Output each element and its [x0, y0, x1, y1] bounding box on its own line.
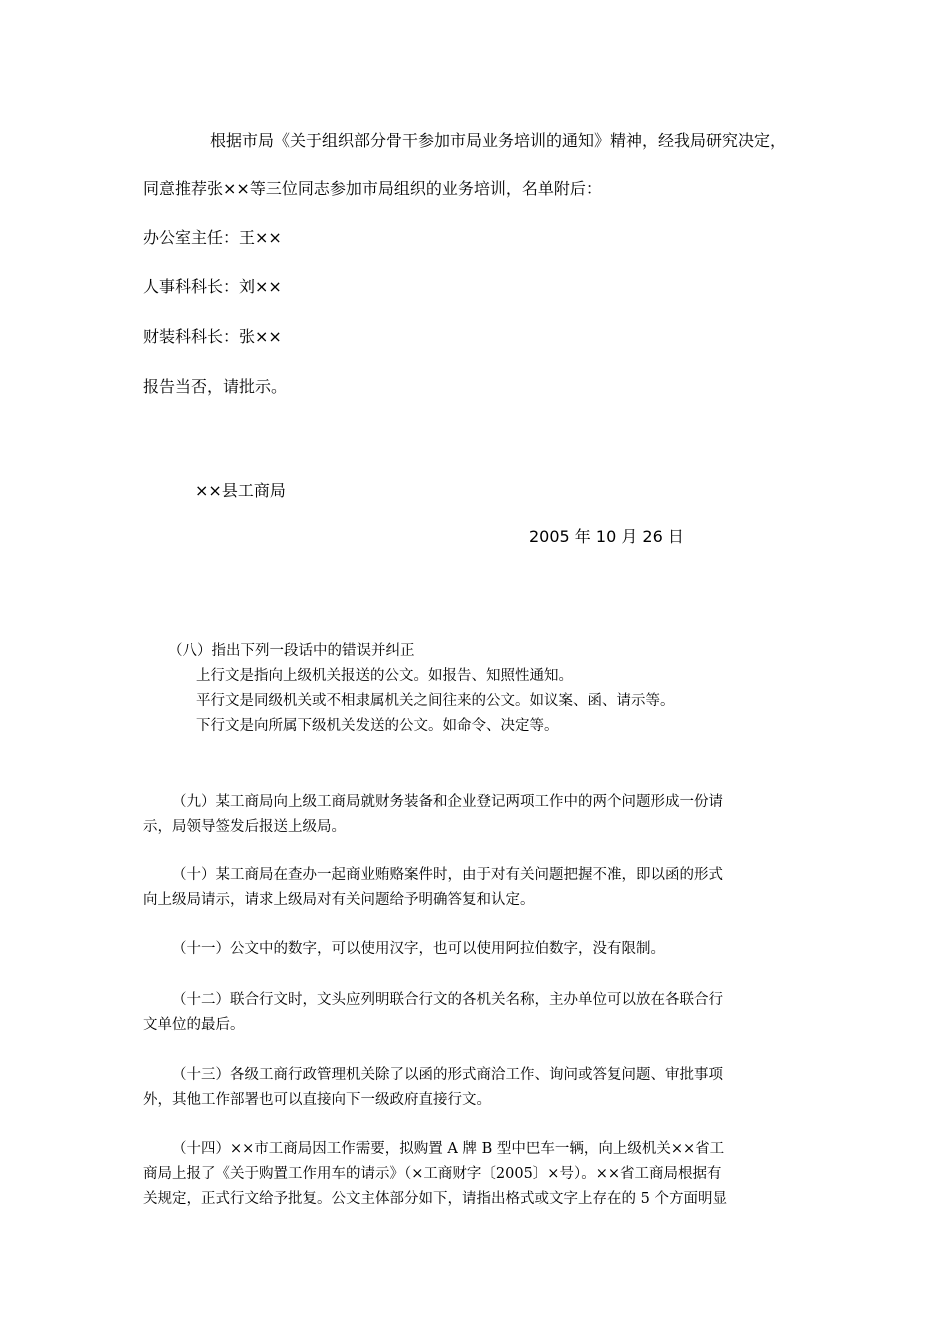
- question-14-line: （十四）××市工商局因工作需要，拟购置 A 牌 B 型中巴车一辆，向上级机关××省工: [172, 1141, 725, 1157]
- question-12-line: （十二）联合行文时，文头应列明联合行文的各机关名称，主办单位可以放在各联合行: [172, 992, 723, 1008]
- question-8-title: （八）指出下列一段话中的错误并纠正: [168, 643, 415, 659]
- question-9-line: 示，局领导签发后报送上级局。: [143, 819, 346, 835]
- question-8-line: 下行文是向所属下级机关发送的公文。如命令、决定等。: [196, 718, 559, 734]
- nominee-line: 财装科科长：张××: [143, 327, 282, 346]
- nominee-line: 办公室主任：王××: [143, 228, 282, 247]
- question-12-line: 文单位的最后。: [143, 1017, 245, 1033]
- question-10-line: 向上级局请示，请求上级局对有关问题给予明确答复和认定。: [143, 892, 535, 908]
- letter-signature: ××县工商局: [195, 481, 286, 500]
- letter-closing: 报告当否，请批示。: [143, 377, 288, 396]
- question-11-line: （十一）公文中的数字，可以使用汉字，也可以使用阿拉伯数字，没有限制。: [172, 941, 665, 957]
- question-8-line: 上行文是指向上级机关报送的公文。如报告、知照性通知。: [196, 668, 573, 684]
- question-14-line: 商局上报了《关于购置工作用车的请示》（×工商财字〔2005〕×号）。××省工商局根据有: [143, 1166, 722, 1182]
- letter-date: 2005 年 10 月 26 日: [529, 527, 684, 546]
- question-9-line: （九）某工商局向上级工商局就财务装备和企业登记两项工作中的两个问题形成一份请: [172, 794, 723, 810]
- question-14-line: 关规定，正式行文给予批复。公文主体部分如下，请指出格式或文字上存在的 5 个方面明显: [143, 1191, 727, 1207]
- question-8-line: 平行文是同级机关或不相隶属机关之间往来的公文。如议案、函、请示等。: [196, 693, 675, 709]
- question-13-line: （十三）各级工商行政管理机关除了以函的形式商洽工作、询问或答复问题、审批事项: [172, 1067, 723, 1083]
- question-13-line: 外，其他工作部署也可以直接向下一级政府直接行文。: [143, 1092, 491, 1108]
- nominee-line: 人事科科长：刘××: [143, 277, 282, 296]
- question-10-line: （十）某工商局在查办一起商业贿赂案件时，由于对有关问题把握不准，即以函的形式: [172, 867, 723, 883]
- letter-paragraph-line-1: 根据市局《关于组织部分骨干参加市局业务培训的通知》精神，经我局研究决定，: [210, 131, 787, 150]
- letter-paragraph-line-2: 同意推荐张××等三位同志参加市局组织的业务培训，名单附后：: [143, 179, 602, 198]
